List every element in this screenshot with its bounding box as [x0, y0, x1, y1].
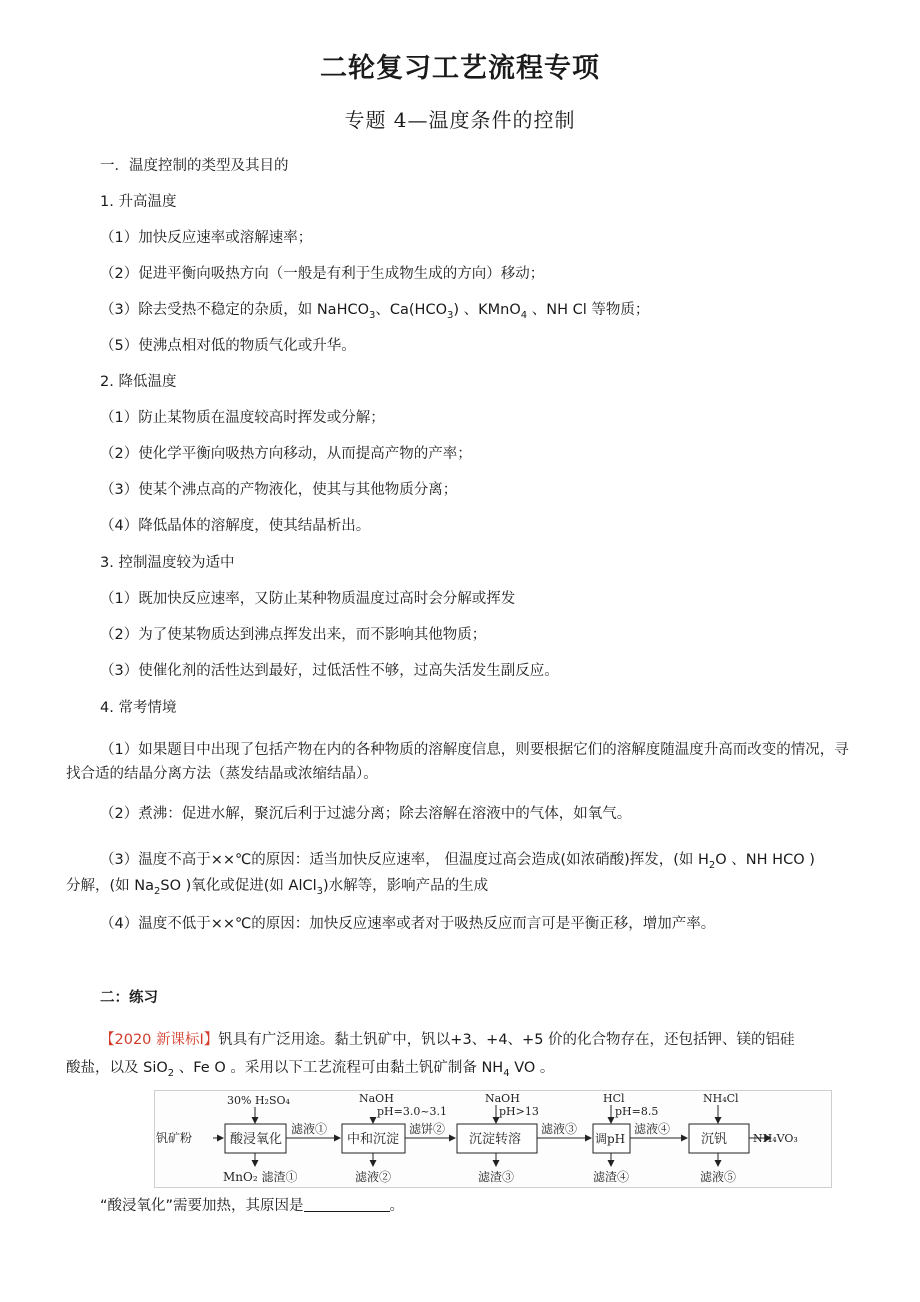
page-title: 二轮复习工艺流程专项: [320, 53, 600, 84]
flow-bottom-2: 滤液②: [355, 1170, 392, 1184]
raise-item-3: （3）除去受热不稳定的杂质，如 NaHCO$_3$、$Ca(HCO_3)$ 、KMnO$_4$ 、NH Cl 等物质；: [100, 302, 650, 321]
flow-box-label-2: 中和沉淀: [347, 1132, 400, 1147]
flow-arrow-label-3: 滤液③: [541, 1122, 578, 1136]
reagent-hcl: HCl: [603, 1092, 625, 1105]
flow-arrow-label-1: 滤液①: [291, 1122, 328, 1136]
moderate-heading: 3. 控制温度较为适中: [100, 555, 235, 571]
lower-item-4: （4）降低晶体的溶解度，使其结晶析出。: [100, 518, 371, 534]
raise-item-5: （5）使沸点相对低的物质气化或升华。: [100, 338, 356, 354]
flow-box-label-1: 酸浸氧化: [230, 1132, 283, 1147]
reagent-naoh-2: NaOH: [485, 1092, 520, 1105]
raise-item-2: （2）促进平衡向吸热方向（一般是有利于生成物生成的方向）移动；: [100, 266, 545, 282]
reagent-naoh-1: NaOH: [359, 1092, 394, 1105]
flow-bottom-3: 滤渣③: [478, 1170, 515, 1184]
common-item-4: （4）温度不低于××℃的原因：加快反应速率或者对于吸热反应而言可是平衡正移，增加产率。: [100, 916, 716, 932]
flow-bottom-5: 滤液⑤: [700, 1170, 737, 1184]
lower-item-1: （1）防止某物质在温度较高时挥发或分解；: [100, 410, 385, 426]
reagent-ph-3: pH=8.5: [615, 1105, 659, 1118]
question-prompt: “酸浸氧化”需要加热，其原因是 。: [100, 1198, 405, 1214]
flow-box-label-5: 沉钒: [701, 1132, 728, 1147]
flow-start: 钒矿粉: [156, 1131, 193, 1145]
process-flowchart: [154, 1090, 832, 1188]
lower-item-3: （3）使某个沸点高的产物液化，使其与其他物质分离；: [100, 482, 458, 498]
flow-box-label-3: 沉淀转溶: [469, 1132, 522, 1147]
source-tag: 【2020 新课标Ⅰ】: [100, 1032, 219, 1048]
flow-product: NH₄VO₃: [753, 1132, 798, 1145]
common-item-2: （2）煮沸：促进水解，聚沉后利于过滤分离；除去溶解在溶液中的气体，如氧气。: [100, 806, 632, 822]
moderate-item-1: （1）既加快反应速率，又防止某种物质温度过高时会分解或挥发: [100, 591, 516, 607]
lower-heading: 2. 降低温度: [100, 374, 177, 390]
flow-box-label-4: 调pH: [595, 1132, 626, 1146]
reagent-nh4cl: NH₄Cl: [703, 1092, 739, 1105]
common-heading: 4. 常考情境: [100, 700, 177, 716]
question-line1: 【2020 新课标Ⅰ】钒具有广泛用途。黏土钒矿中，钒以+3、+4、+5 价的化合物存在，还包括钾、镁的铝硅: [100, 1032, 795, 1048]
reagent-h2so4: 30% H₂SO₄: [227, 1094, 290, 1107]
common-item-1: （1）如果题目中出现了包括产物在内的各种物质的溶解度信息，则要根据它们的溶解度随温度升高而改变的情况，寻找合适的结晶分离方法（蒸发结晶或浓缩结晶）。: [66, 742, 849, 782]
page-subtitle: 专题 4—温度条件的控制: [344, 108, 576, 132]
common-item-3-line2: 分解，(如 $Na_2SO$ )氧化或促进(如 AlCl$_3$)水解等，影响产品的生成: [66, 878, 489, 897]
reagent-ph-2: pH>13: [499, 1105, 539, 1118]
section1-heading: 一．温度控制的类型及其目的: [100, 158, 289, 174]
question-line2: 酸盐，以及 SiO$_2$ 、Fe O 。采用以下工艺流程可由黏土钒矿制备 $NH_4$ VO 。: [66, 1060, 555, 1079]
section2-heading: 二：练习: [100, 990, 158, 1006]
flow-arrow-label-2: 滤饼②: [409, 1122, 446, 1136]
moderate-item-2: （2）为了使某物质达到沸点挥发出来，而不影响其他物质；: [100, 627, 487, 643]
raise-item-1: （1）加快反应速率或溶解速率；: [100, 230, 313, 246]
flow-bottom-1: MnO₂ 滤渣①: [223, 1170, 298, 1184]
lower-item-2: （2）使化学平衡向吸热方向移动，从而提高产物的产率；: [100, 446, 472, 462]
reagent-ph-1: pH=3.0~3.1: [377, 1105, 448, 1118]
raise-heading: 1. 升高温度: [100, 194, 177, 210]
answer-blank[interactable]: [304, 1197, 390, 1212]
flow-bottom-4: 滤渣④: [593, 1170, 630, 1184]
common-item-3-line1: （3）温度不高于××℃的原因：适当加快反应速率， 但温度过高会造成(如浓硝酸)挥发，(如 $H_2O$ 、NH HCO ): [100, 852, 815, 871]
moderate-item-3: （3）使催化剂的活性达到最好，过低活性不够，过高失活发生副反应。: [100, 663, 559, 679]
flow-arrow-label-4: 滤液④: [634, 1122, 671, 1136]
